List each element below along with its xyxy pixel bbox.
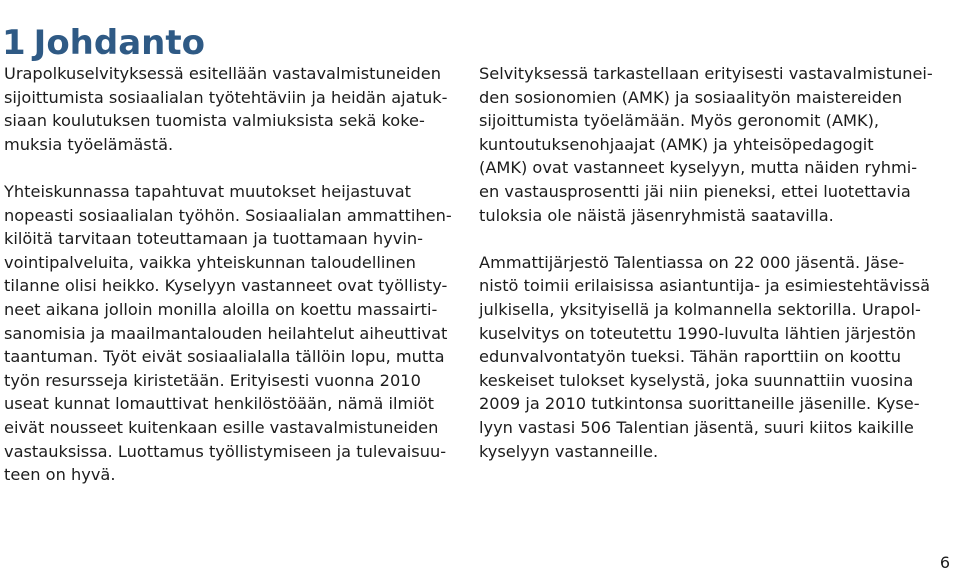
text-line: nopeasti sosiaalialan työhön. Sosiaalialan ammattihen- xyxy=(4,205,452,225)
paragraph xyxy=(4,62,452,156)
text-line: eivät nousseet kuitenkaan esille vastavalmistuneiden xyxy=(4,417,439,437)
text-line: sijoittumista sosiaalialan työtehtäviin ja heidän ajatuk- xyxy=(4,87,448,107)
text-line: Urapolkuselvityksessä esitellään vastavalmistuneiden xyxy=(4,64,441,83)
text-line: vointipalveluita, vaikka yhteiskunnan taloudellinen xyxy=(4,252,416,272)
right-column xyxy=(479,62,931,463)
text-line: julkisella, yksityisellä ja kolmannella sektorilla. Urapol- xyxy=(479,299,921,319)
text-line: keskeiset tulokset kyselystä, joka suunnattiin vuosina xyxy=(479,370,914,390)
text-line: en vastausprosentti jäi niin pieneksi, ettei luotettavia xyxy=(479,181,911,201)
text-line: kilöitä tarvitaan toteuttamaan ja tuottamaan hyvin- xyxy=(4,229,423,249)
text-line: lyyn vastasi 506 Talentian jäsentä, suuri kiitos kaikille xyxy=(479,417,914,437)
text-line: neet aikana jolloin monilla aloilla on koettu massairti- xyxy=(4,299,438,319)
text-line: Selvityksessä tarkastellaan erityisesti vastavalmistunei- xyxy=(479,64,933,83)
page-title xyxy=(2,21,205,65)
paragraph-gap xyxy=(479,227,931,251)
chapter-number: 1 xyxy=(2,22,26,63)
text-line: tuloksia ole näistä jäsenryhmistä saatavilla. xyxy=(479,205,834,225)
left-column xyxy=(4,62,452,487)
text-line: kuselvitys on toteutettu 1990-luvulta lähtien järjestön xyxy=(479,323,917,343)
paragraph xyxy=(479,251,931,463)
text-line: 2009 ja 2010 tutkintonsa suorittaneille jäsenille. Kyse- xyxy=(479,394,920,414)
text-line: työn resursseja kiristetään. Erityisesti vuonna 2010 xyxy=(4,370,421,390)
text-line: sijoittumista työelämään. Myös geronomit (AMK), xyxy=(479,111,880,131)
text-line: edunvalvontatyön tueksi. Tähän raporttiin on koottu xyxy=(479,347,902,367)
text-line: nistö toimii erilaisissa asiantuntija- ja esimiestehtävissä xyxy=(479,276,931,296)
text-line: den sosionomien (AMK) ja sosiaalityön maistereiden xyxy=(479,87,903,107)
text-line: siaan koulutuksen tuomista valmiuksista sekä koke- xyxy=(4,111,425,131)
text-line: tilanne olisi heikko. Kyselyyn vastanneet ovat työllisty- xyxy=(4,276,448,296)
paragraph-gap xyxy=(4,156,452,180)
text-line: sanomisia ja maailmantalouden heilahtelut aiheuttivat xyxy=(4,323,448,343)
text-line: teen on hyvä. xyxy=(4,465,116,485)
text-line: Yhteiskunnassa tapahtuvat muutokset heijastuvat xyxy=(4,181,412,201)
text-line: muksia työelämästä. xyxy=(4,134,174,154)
text-line: kuntoutuksenohjaajat (AMK) ja yhteisöpedagogit xyxy=(479,134,874,154)
chapter-title: Johdanto xyxy=(33,22,205,63)
paragraph xyxy=(4,180,452,487)
page-number: 6 xyxy=(939,553,950,572)
text-line: Ammattijärjestö Talentiassa on 22 000 jäsentä. Jäse- xyxy=(479,252,905,272)
text-line: kyselyyn vastanneille. xyxy=(479,441,659,461)
text-line: taantuman. Työt eivät sosiaalialalla tällöin lopu, mutta xyxy=(4,347,445,367)
text-line: vastauksissa. Luottamus työllistymiseen ja tulevaisuu- xyxy=(4,441,447,461)
text-line: useat kunnat lomauttivat henkilöstöään, nämä ilmiöt xyxy=(4,394,435,414)
text-line: (AMK) ovat vastanneet kyselyyn, mutta näiden ryhmi- xyxy=(479,158,918,178)
paragraph xyxy=(479,62,931,227)
